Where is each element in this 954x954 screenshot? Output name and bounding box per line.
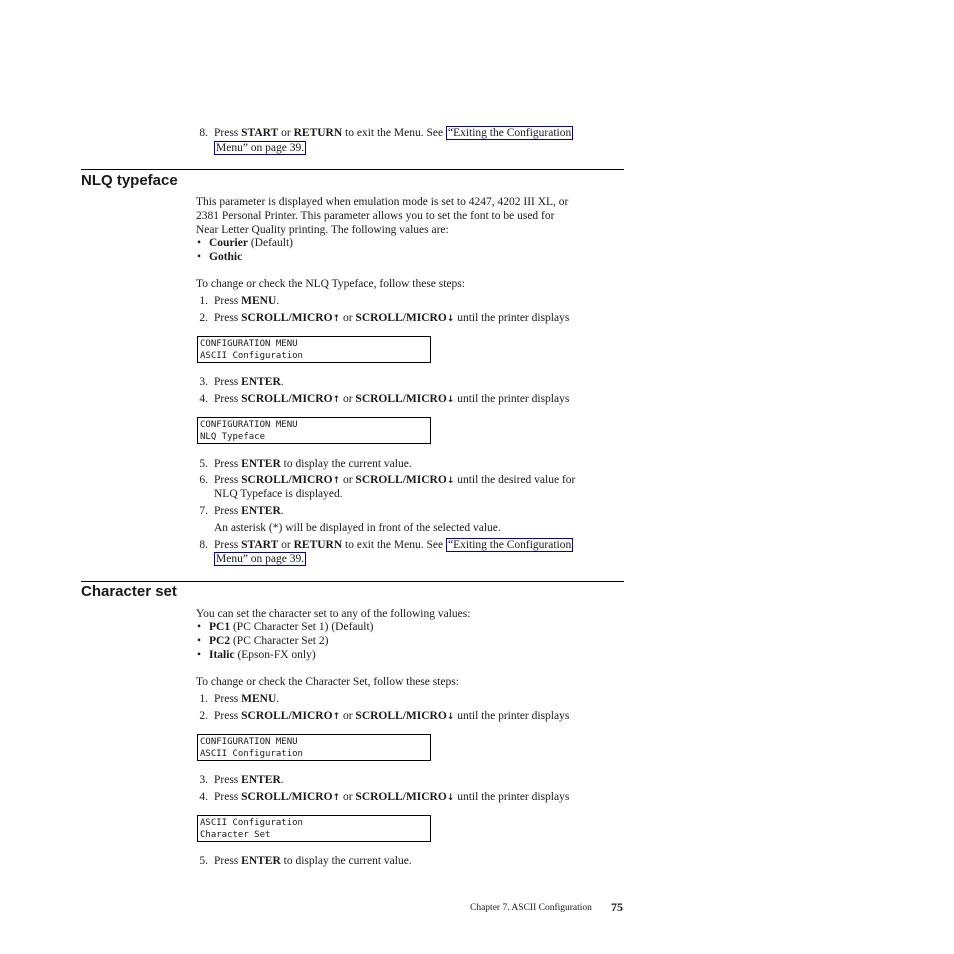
display-line-1: CONFIGURATION MENU (200, 737, 298, 747)
printer-display (197, 336, 431, 363)
bullet: • (197, 251, 202, 263)
nlq-step-8: Press START or RETURN to exit the Menu. See “Exiting the Configuration (214, 539, 572, 551)
page-number: 75 (611, 900, 623, 914)
display-line-1: CONFIGURATION MENU (200, 339, 298, 349)
step-number: 8. (199, 539, 208, 551)
charset-step-2: Press SCROLL/MICRO↑ or SCROLL/MICRO↓ until the printer displays (214, 710, 570, 722)
list-item: Gothic (209, 251, 243, 263)
nlq-step-4: Press SCROLL/MICRO↑ or SCROLL/MICRO↓ until the printer displays (214, 393, 570, 405)
bullet: • (197, 621, 202, 633)
display-line-2: Character Set (200, 829, 271, 840)
bullet: • (197, 635, 202, 647)
footer-chapter: Chapter 7. ASCII Configuration (470, 903, 592, 913)
step-number: 5. (199, 458, 208, 470)
nlq-intro-line-3: Near Letter Quality printing. The following values are: (196, 224, 449, 236)
display-line-2: ASCII Configuration (200, 748, 303, 759)
printer-display (197, 734, 431, 761)
step-number: 3. (199, 774, 208, 786)
step-number: 4. (199, 393, 208, 405)
printer-display (197, 815, 431, 842)
arrow-down-icon: ↓ (446, 476, 455, 486)
printer-display (197, 417, 431, 444)
arrow-down-icon: ↓ (446, 314, 455, 324)
section-divider (81, 581, 624, 582)
step-number: 1. (199, 693, 208, 705)
list-item: PC2 (PC Character Set 2) (209, 635, 329, 647)
step-number: 4. (199, 791, 208, 803)
list-item: Courier (Default) (209, 237, 293, 249)
section-divider (81, 169, 624, 170)
arrow-up-icon: ↑ (332, 712, 341, 722)
arrow-down-icon: ↓ (446, 712, 455, 722)
arrow-up-icon: ↑ (332, 395, 341, 405)
step-number: 2. (199, 710, 208, 722)
step-number: 7. (199, 505, 208, 517)
display-line-1: CONFIGURATION MENU (200, 420, 298, 430)
nlq-steps-intro: To change or check the NLQ Typeface, follow these steps: (196, 278, 465, 290)
bullet: • (197, 649, 202, 661)
charset-step-5: Press ENTER to display the current value. (214, 855, 412, 867)
nlq-step-8-line-2 (214, 553, 306, 567)
nlq-step-7-note: An asterisk (*) will be displayed in front of the selected value. (214, 522, 501, 534)
character-set-heading: Character set (81, 583, 177, 600)
step-number: 2. (199, 312, 208, 324)
charset-step-4: Press SCROLL/MICRO↑ or SCROLL/MICRO↓ until the printer displays (214, 791, 570, 803)
nlq-step-7: Press ENTER. (214, 505, 284, 517)
nlq-intro-line-1: This parameter is displayed when emulation mode is set to 4247, 4202 III XL, or (196, 196, 569, 208)
bullet: • (197, 237, 202, 249)
nlq-step-3: Press ENTER. (214, 376, 284, 388)
step-8-text: Press START or RETURN to exit the Menu. See “Exiting the Configuration (214, 127, 572, 139)
exiting-config-link[interactable]: “Exiting the Configuration (447, 539, 572, 551)
step-number: 6. (199, 474, 208, 486)
arrow-down-icon: ↓ (446, 395, 455, 405)
nlq-step-1: Press MENU. (214, 295, 280, 307)
step-number: 1. (199, 295, 208, 307)
charset-step-1: Press MENU. (214, 693, 280, 705)
list-item: PC1 (PC Character Set 1) (Default) (209, 621, 374, 633)
display-line-2: ASCII Configuration (200, 350, 303, 361)
nlq-step-6: Press SCROLL/MICRO↑ or SCROLL/MICRO↓ until the desired value for (214, 474, 576, 486)
nlq-intro-line-2: 2381 Personal Printer. This parameter allows you to set the font to be used for (196, 210, 555, 222)
charset-step-3: Press ENTER. (214, 774, 284, 786)
arrow-down-icon: ↓ (446, 793, 455, 803)
display-line-1: ASCII Configuration (200, 818, 303, 828)
step-number: 3. (199, 376, 208, 388)
exiting-config-link-continued[interactable]: Menu” on page 39. (216, 553, 305, 565)
display-line-2: NLQ Typeface (200, 431, 266, 442)
exiting-config-link[interactable]: “Exiting the Configuration (447, 127, 572, 139)
charset-steps-intro: To change or check the Character Set, follow these steps: (196, 676, 459, 688)
step-number: 5. (199, 855, 208, 867)
nlq-step-6-line-2: NLQ Typeface is displayed. (214, 488, 343, 500)
nlq-typeface-heading: NLQ typeface (81, 172, 178, 189)
step-8-text-line2 (214, 142, 306, 156)
nlq-step-2: Press SCROLL/MICRO↑ or SCROLL/MICRO↓ until the printer displays (214, 312, 570, 324)
nlq-step-5: Press ENTER to display the current value. (214, 458, 412, 470)
exiting-config-link-continued[interactable]: Menu” on page 39. (216, 142, 305, 154)
arrow-up-icon: ↑ (332, 476, 341, 486)
charset-intro: You can set the character set to any of the following values: (196, 608, 471, 620)
arrow-up-icon: ↑ (332, 314, 341, 324)
arrow-up-icon: ↑ (332, 793, 341, 803)
step-number: 8. (199, 127, 208, 139)
list-item: Italic (Epson-FX only) (209, 649, 316, 661)
